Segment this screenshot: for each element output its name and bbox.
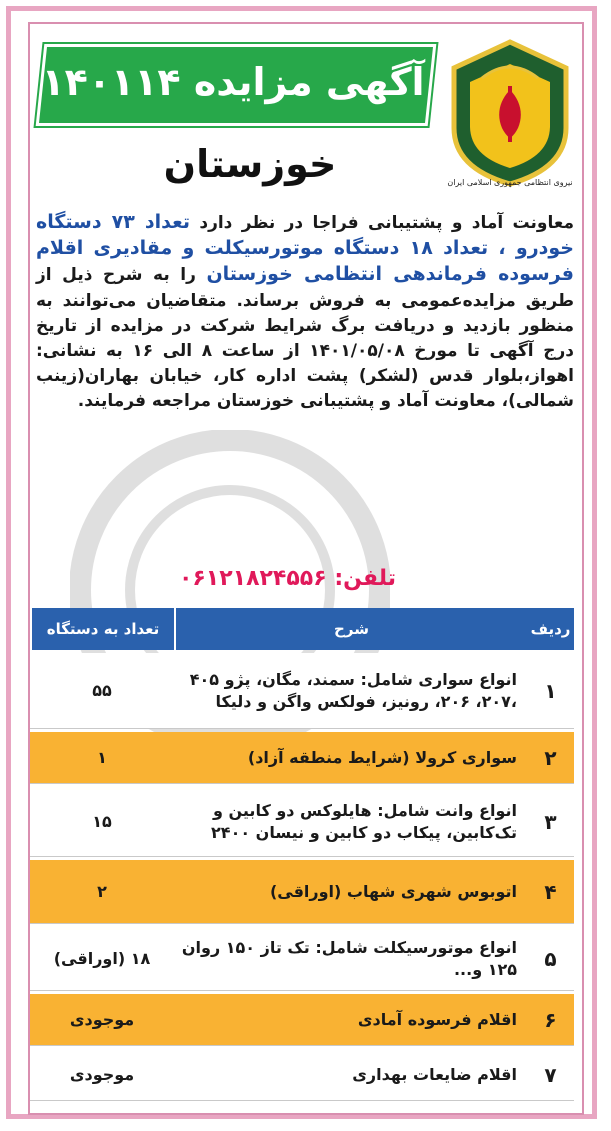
table-row — [30, 994, 574, 1046]
row-count: ۱۵ — [30, 787, 174, 857]
row-count: موجودی — [30, 994, 174, 1046]
table-row — [30, 653, 574, 729]
page-title: آگهی مزایده ۱۴۰۱۱۴ — [41, 60, 425, 104]
police-emblem-icon — [446, 38, 574, 188]
row-number: ۶ — [527, 994, 574, 1046]
table-row — [30, 1049, 574, 1101]
row-description: اقلام فرسوده آمادی — [174, 994, 527, 1046]
row-number: ۴ — [527, 860, 574, 924]
row-description: سواری کرولا (شرایط منطقه آزاد) — [174, 732, 527, 784]
table-row — [30, 732, 574, 784]
row-description: اقلام ضایعات بهداری — [174, 1049, 527, 1101]
row-number: ۷ — [527, 1049, 574, 1101]
row-number: ۳ — [527, 787, 574, 857]
row-number: ۵ — [527, 927, 574, 991]
row-description: انواع سواری شامل: سمند، مگان، پژو ۴۰۵ ،۲۰۷، ۲۰۶، رونیز، فولکس واگن و دلیکا — [174, 653, 527, 729]
table-row — [30, 787, 574, 857]
row-count: ۲ — [30, 860, 174, 924]
row-number: ۱ — [527, 653, 574, 729]
row-count: ۵۵ — [30, 653, 174, 729]
row-count: موجودی — [30, 1049, 174, 1101]
row-number: ۲ — [527, 732, 574, 784]
emblem-caption: نیروی انتظامی جمهوری اسلامی ایران — [447, 178, 573, 187]
row-count: ۱ — [30, 732, 174, 784]
phone-number: تلفن: ۰۶۱۲۱۸۲۴۵۵۶ — [178, 566, 396, 591]
row-description: انواع وانت شامل: هایلوکس دو کابین و تک‌کابین، پیکاب دو کابین و نیسان ۲۴۰۰ — [174, 787, 527, 857]
items-table — [30, 605, 574, 1104]
header-row-number: ردیف — [527, 608, 574, 650]
announcement-text — [36, 210, 574, 415]
intro-bold: معاونت آماد و پشتیبانی فراجا — [312, 213, 574, 233]
row-description: انواع موتورسیکلت شامل: تک تاز ۱۵۰ روان ۱۲۵ و... — [174, 927, 527, 991]
header-count: تعداد به دستگاه — [30, 608, 174, 650]
body-rest: را به شرح ذیل از طریق مزایده‌عمومی به فروش برساند. متقاضیان می‌توانند به منظور بازدید و دریافت برگ شرایط شرکت در مزایده از تاریخ درج آگهی تا مورخ ۱۴۰۱/۰۵/۰۸ از ساعت ۸ الی ۱۶ به نشانی: اهواز،بلوار قدس (لشکر) پشت اداره کار، خیابان بهاران(زینب شمالی)، معاونت آماد و پشتیبانی خوزستان مراجعه فرمایند. — [36, 265, 574, 412]
row-count: ۱۸ (اوراقی) — [30, 927, 174, 991]
table-row — [30, 860, 574, 924]
intro-rest: در نظر دارد — [199, 213, 313, 233]
province-title: خوزستان — [163, 142, 337, 186]
row-description: اتوبوس شهری شهاب (اوراقی) — [174, 860, 527, 924]
table-row — [30, 927, 574, 991]
header-description: شرح — [174, 608, 527, 650]
items-summary: تعداد ۷۳ دستگاه خودرو ، تعداد ۱۸ دستگاه موتورسیکلت و مقادیری اقلام فرسوده فرماندهی انتظامی خوزستان — [36, 211, 574, 286]
